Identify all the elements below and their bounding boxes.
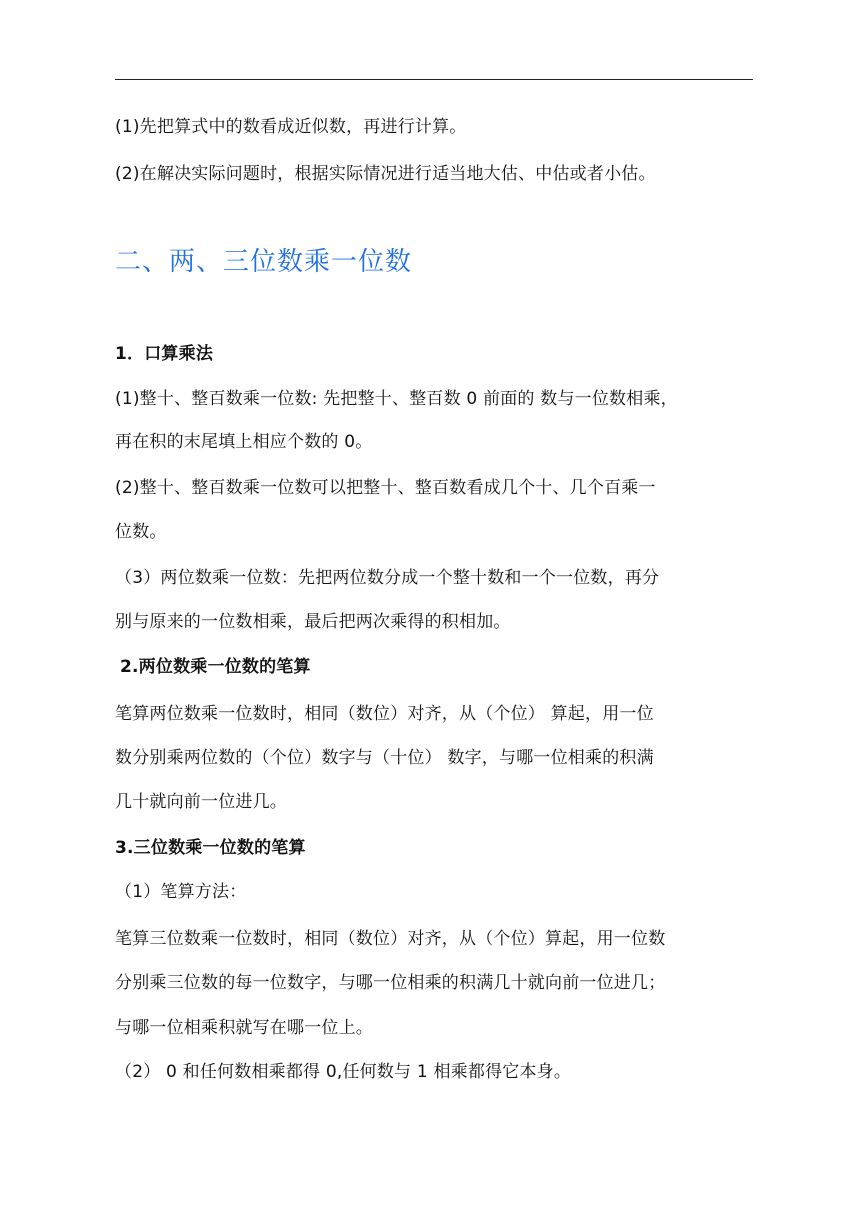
sub1-p2-line2: 位数。 <box>115 522 167 542</box>
header-rule <box>115 79 753 80</box>
sub1-p3-line2: 别与原来的一位数相乘，最后把两次乘得的积相加。 <box>115 612 511 632</box>
sub3-item2: （2） 0 和任何数相乘都得 0,任何数与 1 相乘都得它本身。 <box>115 1062 572 1082</box>
sub2-heading: 2.两位数乘一位数的笔算 <box>120 657 311 677</box>
sub3-line1: 笔算三位数乘一位数时，相同（数位）对齐，从（个位）算起，用一位数 <box>115 929 666 949</box>
intro-line-1: (1)先把算式中的数看成近似数，再进行计算。 <box>115 117 467 137</box>
sub2-line3: 几十就向前一位进几。 <box>115 792 287 812</box>
sub1-p1-line2: 再在积的末尾填上相应个数的 0。 <box>115 432 373 452</box>
sub3-line2: 分别乘三位数的每一位数字，与哪一位相乘的积满几十就向前一位进几； <box>115 973 666 993</box>
sub2-line2: 数分别乘两位数的（个位）数字与（十位） 数字，与哪一位相乘的积满 <box>115 748 654 768</box>
sub3-line3: 与哪一位相乘积就写在哪一位上。 <box>115 1018 373 1038</box>
sub1-p1-line1: (1)整十、整百数乘一位数: 先把整十、整百数 0 前面的 数与一位数相乘， <box>115 389 678 409</box>
intro-line-2: (2)在解决实际问题时，根据实际情况进行适当地大估、中估或者小估。 <box>115 164 656 184</box>
sub1-heading: 1．口算乘法 <box>115 344 214 364</box>
sub3-heading: 3.三位数乘一位数的笔算 <box>115 838 306 858</box>
sub1-p2-line1: (2)整十、整百数乘一位数可以把整十、整百数看成几个十、几个百乘一 <box>115 478 656 498</box>
section-title: 二、两、三位数乘一位数 <box>115 247 413 277</box>
sub3-item1: （1）笔算方法： <box>115 882 247 902</box>
sub2-line1: 笔算两位数乘一位数时，相同（数位）对齐，从（个位） 算起，用一位 <box>115 704 654 724</box>
sub1-p3-line1: （3）两位数乘一位数：先把两位数分成一个整十数和一个一位数，再分 <box>115 568 660 588</box>
